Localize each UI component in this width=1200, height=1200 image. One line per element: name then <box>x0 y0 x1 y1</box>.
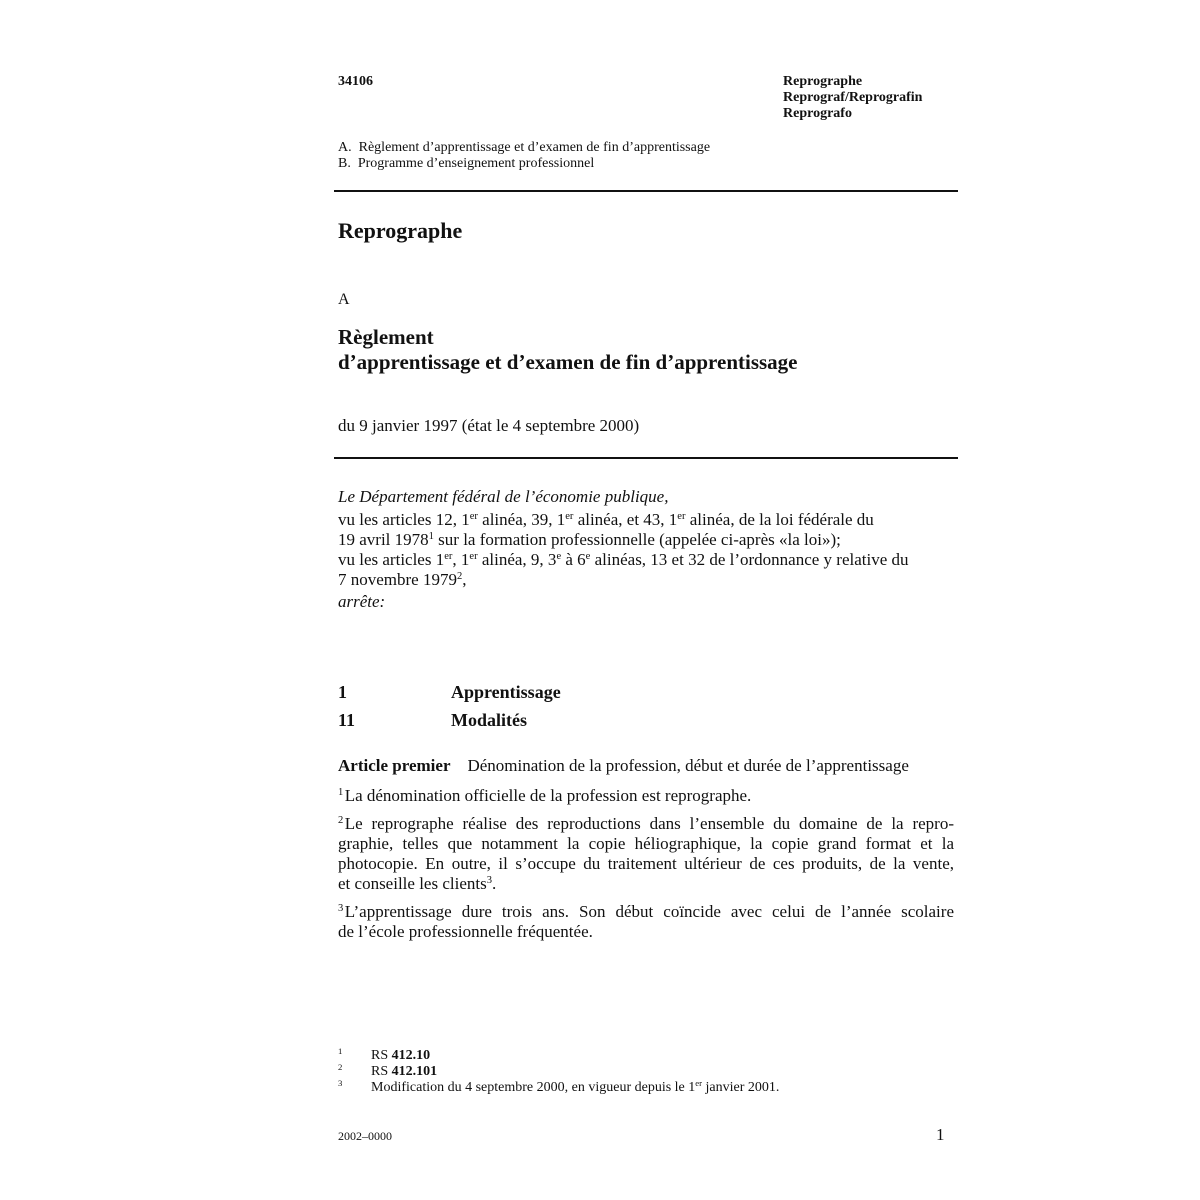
regulation-title: Règlement d’apprentissage et d’examen de fin d’apprentissage <box>338 325 798 374</box>
page-number: 1 <box>936 1125 945 1144</box>
footnotes <box>338 1048 779 1096</box>
title-it: Reprografo <box>783 106 852 121</box>
middle-divider <box>334 457 958 459</box>
paragraph-2: $^2$ Le reprographe réalise des reproductions dans l’ensemble du domaine de la repro- graphie, telles que notamment la copie héliographique, la copie grand format et la photocopie. En outre, il s’occupe du traitement ultérieur de ces produits, de la vente, et conseille les clients$^3$. <box>338 814 954 893</box>
section-headings <box>338 678 561 734</box>
preamble-line: vu les articles 1er, 1er alinéa, 9, 3e à 6e alinéas, 13 et 32 de l’ordonnance y relative du <box>338 550 909 569</box>
date-line: du 9 janvier 1997 (état le 4 septembre 2000) <box>338 416 640 435</box>
contents-item: B. Programme d’enseignement professionnel <box>338 156 595 171</box>
footnote: $^1$ RS 412.10 <box>338 1046 431 1063</box>
paragraph-3: $^3$ L’apprentissage dure trois ans. Son début coïncide avec celui de l’année scolaire de l’école professionnelle fréquentée. <box>338 902 954 941</box>
preamble-line: vu les articles 12, 1er alinéa, 39, 1er alinéa, et 43, 1er alinéa, de la loi fédérale du <box>338 510 874 529</box>
footer-code: 2002–0000 <box>338 1129 392 1143</box>
preamble-line: 19 avril 1978$^1$ sur la formation professionnelle (appelée ci-après «la loi»); <box>338 530 841 549</box>
footnote: $^3$ Modification du 4 septembre 2000, en vigueur depuis le 1er janvier 2001. <box>338 1078 780 1095</box>
article-heading: Article premier Dénomination de la profession, début et durée de l’apprentissage <box>338 756 909 775</box>
document-number: 34106 <box>338 74 373 89</box>
footnote: $^2$ RS 412.101 <box>338 1062 438 1079</box>
section-heading: 1 Apprentissage <box>338 682 561 702</box>
section-heading: 11 Modalités <box>338 710 527 730</box>
part-letter: A <box>338 291 350 308</box>
title-fr: Reprographe <box>783 74 863 89</box>
preamble-authority: Le Département fédéral de l’économie publique, <box>338 487 669 506</box>
page-title: Reprographe <box>338 218 463 243</box>
preamble-decree: arrête: <box>338 592 386 611</box>
profession-titles <box>783 74 963 122</box>
preamble <box>338 487 958 612</box>
top-divider <box>334 190 958 192</box>
preamble-line: 7 novembre 1979$^2$, <box>338 570 467 589</box>
title-de: Reprograf/Reprografin <box>783 90 923 105</box>
contents-list <box>338 140 710 172</box>
paragraph-1: $^1$ La dénomination officielle de la profession est reprographe. <box>338 786 752 805</box>
contents-item: A. Règlement d’apprentissage et d’examen de fin d’apprentissage <box>338 140 711 155</box>
